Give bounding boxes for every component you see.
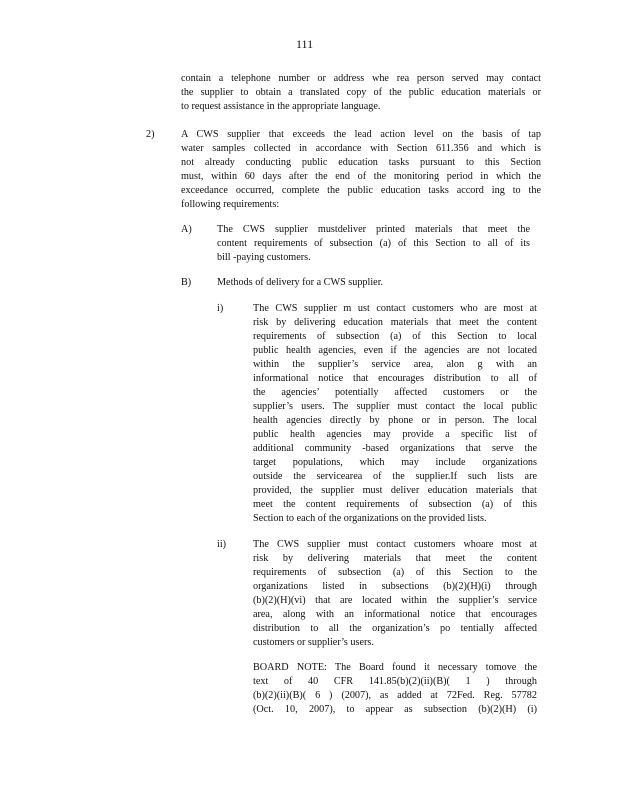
text-line: not already conducting public education tasks pursuant to this Section [181, 157, 541, 168]
item-b-ii-marker: ii) [217, 539, 227, 550]
text-line: (b)(2)(H)(vi) that are located within the supplier’s service [253, 595, 537, 606]
text-line: informational notice that encourages distribution to all of [253, 373, 537, 384]
item-2-paragraph [181, 128, 541, 212]
page-number: 111 [296, 37, 314, 51]
text-line: bill -paying customers. [217, 252, 311, 263]
text-line: (Oct. 10, 2007), to appear as subsection (b)(2)(H) (i) [253, 704, 537, 715]
text-line: organizations listed in subsections (b)(2)(H)(i) through [253, 581, 537, 592]
item-2-marker: 2) [146, 129, 155, 140]
text-line: within the supplier’s service area, alon g with an [253, 359, 537, 370]
text-line: distribution to all the organization’s po tentially affected [253, 623, 537, 634]
text-line: meet the content requirements of subsection (a) of this [253, 499, 537, 510]
text-line: A CWS supplier that exceeds the lead action level on the basis of tap [181, 129, 541, 140]
text-line: must, within 60 days after the end of the monitoring period in which the [181, 171, 541, 182]
text-line: public health agencies may provide a specific list of [253, 429, 537, 440]
board-note-paragraph [253, 661, 537, 717]
text-line: contain a telephone number or address whe rea person served may contact [181, 73, 541, 84]
text-line: health agencies directly by phone or in person. The local [253, 415, 537, 426]
text-line: text of 40 CFR 141.85(b)(2)(ii)(B)( 1 ) through [253, 676, 537, 687]
text-line: requirements of subsection (a) of this Section to the [253, 567, 537, 578]
text-line: The CWS supplier mustdeliver printed materials that meet the [217, 224, 530, 235]
continuation-paragraph [181, 72, 541, 114]
item-b-ii-paragraph [253, 538, 537, 650]
text-line: following requirements: [181, 199, 280, 210]
text-line: area, along with an informational notice that encourages [253, 609, 537, 620]
text-line: The CWS supplier m ust contact customers who are most at [253, 303, 537, 314]
text-line: (b)(2)(ii)(B)( 6 ) (2007), as added at 72Fed. Reg. 57782 [253, 690, 537, 701]
text-line: public health agencies, even if the agencies are not located [253, 345, 537, 356]
text-line: content requirements of subsection (a) of this Section to all of its [217, 238, 530, 249]
text-line: Section to each of the organizations on the provided lists. [253, 513, 487, 524]
text-line: customers or supplier’s users. [253, 637, 374, 648]
text-line: BOARD NOTE: The Board found it necessary tomove the [253, 662, 537, 673]
text-line: provided, the supplier must deliver education materials that [253, 485, 537, 496]
text-line: exceedance occurred, complete the public education tasks accord ing to the [181, 185, 541, 196]
text-line: the supplier to obtain a translated copy of the public education materials or [181, 87, 541, 98]
text-line: requirements of subsection (a) of this Section to local [253, 331, 537, 342]
item-b-paragraph [217, 276, 530, 290]
item-b-marker: B) [181, 277, 192, 288]
text-line: risk by delivering education materials that meet the content [253, 317, 537, 328]
item-a-marker: A) [181, 224, 192, 235]
text-line: to request assistance in the appropriate language. [181, 101, 381, 112]
text-line: the agencies’ potentially affected customers or the [253, 387, 537, 398]
text-line: outside the servicearea of the supplier.If such lists are [253, 471, 537, 482]
text-line: Methods of delivery for a CWS supplier. [217, 277, 384, 288]
text-line: water samples collected in accordance with Section 611.356 and which is [181, 143, 541, 154]
text-line: target populations, which may include organizations [253, 457, 537, 468]
item-a-paragraph [217, 223, 530, 265]
text-line: The CWS supplier must contact customers whoare most at [253, 539, 537, 550]
text-line: risk by delivering materials that meet the content [253, 553, 537, 564]
item-b-i-marker: i) [217, 303, 224, 314]
text-line: supplier’s users. The supplier must contact the local public [253, 401, 537, 412]
text-line: additional community -based organizations that serve the [253, 443, 537, 454]
item-b-i-paragraph [253, 302, 537, 526]
